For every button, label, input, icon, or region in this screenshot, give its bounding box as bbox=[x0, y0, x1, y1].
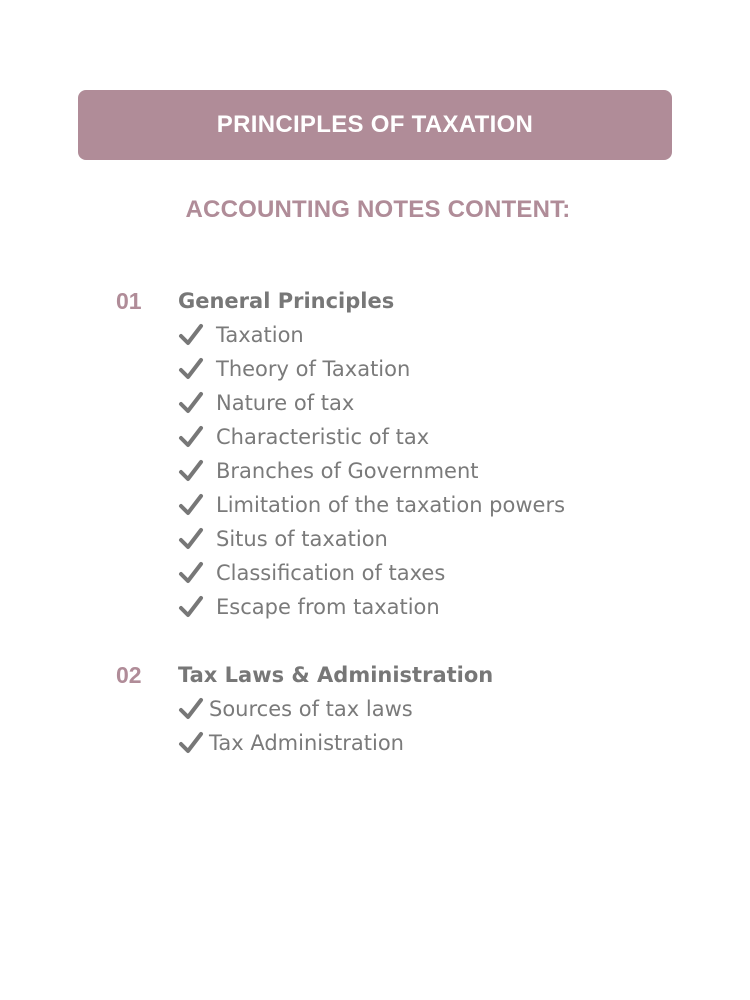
section-number: 01 bbox=[116, 288, 142, 314]
check-icon bbox=[178, 356, 204, 382]
check-icon bbox=[178, 492, 204, 518]
item-label: Nature of tax bbox=[216, 391, 355, 415]
item-label: Limitation of the taxation powers bbox=[216, 493, 566, 517]
section-title: General Principles bbox=[178, 289, 395, 313]
item-label: Branches of Government bbox=[216, 459, 479, 483]
list-item bbox=[178, 692, 413, 726]
title-banner bbox=[78, 90, 672, 160]
topic-list bbox=[178, 692, 413, 760]
list-item bbox=[178, 352, 565, 386]
item-label: Characteristic of tax bbox=[216, 425, 430, 449]
item-label: Taxation bbox=[216, 323, 304, 347]
list-item bbox=[178, 590, 565, 624]
list-item bbox=[178, 454, 565, 488]
page-subtitle: ACCOUNTING NOTES CONTENT: bbox=[185, 196, 571, 223]
section-title: Tax Laws & Administration bbox=[178, 663, 494, 687]
check-icon bbox=[178, 696, 204, 722]
item-label: Theory of Taxation bbox=[216, 357, 411, 381]
page-title: PRINCIPLES OF TAXATION bbox=[216, 111, 534, 138]
item-label: Tax Administration bbox=[209, 731, 404, 755]
check-icon bbox=[178, 458, 204, 484]
list-item bbox=[178, 386, 565, 420]
check-icon bbox=[178, 560, 204, 586]
check-icon bbox=[178, 322, 204, 348]
list-item bbox=[178, 420, 565, 454]
list-item bbox=[178, 556, 565, 590]
list-item bbox=[178, 318, 565, 352]
list-item bbox=[178, 488, 565, 522]
topic-list bbox=[178, 318, 565, 624]
list-item bbox=[178, 726, 413, 760]
item-label: Escape from taxation bbox=[216, 595, 440, 619]
item-label: Situs of taxation bbox=[216, 527, 388, 551]
check-icon bbox=[178, 526, 204, 552]
item-label: Classification of taxes bbox=[216, 561, 446, 585]
check-icon bbox=[178, 594, 204, 620]
section-number: 02 bbox=[116, 662, 142, 688]
item-label: Sources of tax laws bbox=[209, 697, 413, 721]
check-icon bbox=[178, 424, 204, 450]
list-item bbox=[178, 522, 565, 556]
check-icon bbox=[178, 390, 204, 416]
check-icon bbox=[178, 730, 204, 756]
